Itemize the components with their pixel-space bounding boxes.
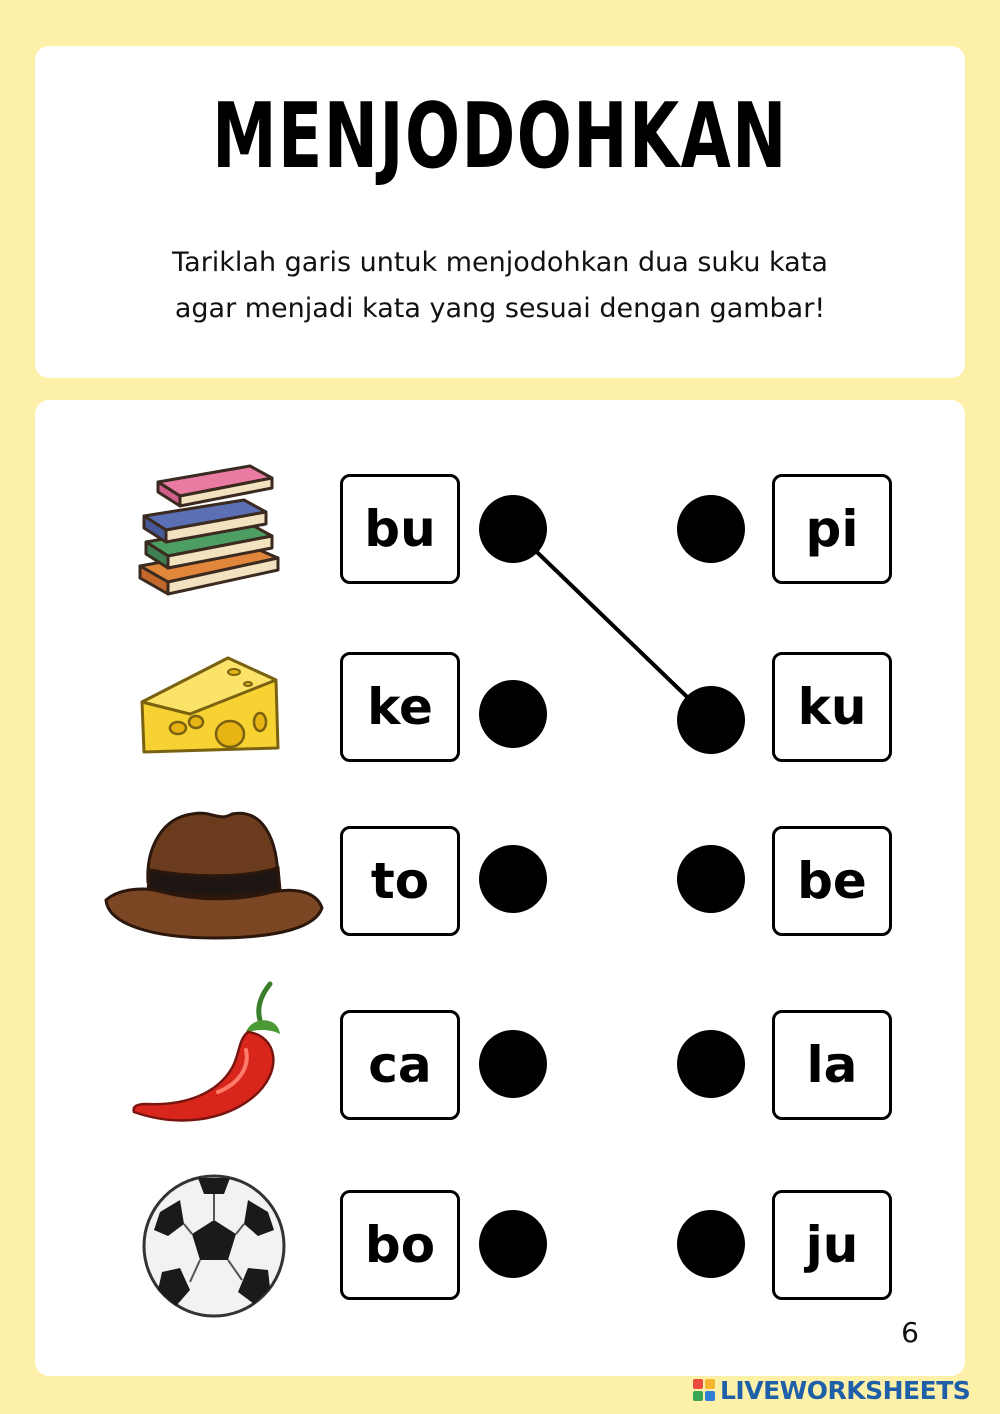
right-syllable-ju: ju bbox=[772, 1190, 892, 1300]
left-syllable-bu: bu bbox=[340, 474, 460, 584]
right-syllable-be: be bbox=[772, 826, 892, 936]
left-dot-to[interactable] bbox=[479, 845, 547, 913]
left-dot-bu[interactable] bbox=[479, 495, 547, 563]
chili-icon bbox=[128, 980, 288, 1140]
cheese-icon bbox=[138, 652, 284, 756]
right-syllable-pi: pi bbox=[772, 474, 892, 584]
page-number: 6 bbox=[901, 1316, 919, 1349]
right-syllable-ku: ku bbox=[772, 652, 892, 762]
books-icon bbox=[132, 458, 282, 600]
left-syllable-ca: ca bbox=[340, 1010, 460, 1120]
right-dot-la[interactable] bbox=[677, 1030, 745, 1098]
right-dot-ju[interactable] bbox=[677, 1210, 745, 1278]
left-dot-bo[interactable] bbox=[479, 1210, 547, 1278]
right-dot-be[interactable] bbox=[677, 845, 745, 913]
instruction-line-2: agar menjadi kata yang sesuai dengan gambar! bbox=[174, 293, 826, 324]
left-syllable-ke: ke bbox=[340, 652, 460, 762]
left-dot-ke[interactable] bbox=[479, 680, 547, 748]
right-dot-ku[interactable] bbox=[677, 686, 745, 754]
liveworksheets-logo-icon bbox=[692, 1378, 716, 1402]
instruction-line-1: Tariklah garis untuk menjodohkan dua suku kata bbox=[172, 247, 828, 278]
hat-icon bbox=[102, 808, 326, 942]
left-syllable-bo: bo bbox=[340, 1190, 460, 1300]
watermark-text: LIVEWORKSHEETS bbox=[720, 1375, 971, 1405]
page-title: MENJODOHKAN bbox=[212, 84, 788, 189]
left-dot-ca[interactable] bbox=[479, 1030, 547, 1098]
left-syllable-to: to bbox=[340, 826, 460, 936]
right-syllable-la: la bbox=[772, 1010, 892, 1120]
liveworksheets-watermark bbox=[692, 1374, 970, 1406]
soccer-ball-icon bbox=[140, 1172, 288, 1320]
right-dot-pi[interactable] bbox=[677, 495, 745, 563]
